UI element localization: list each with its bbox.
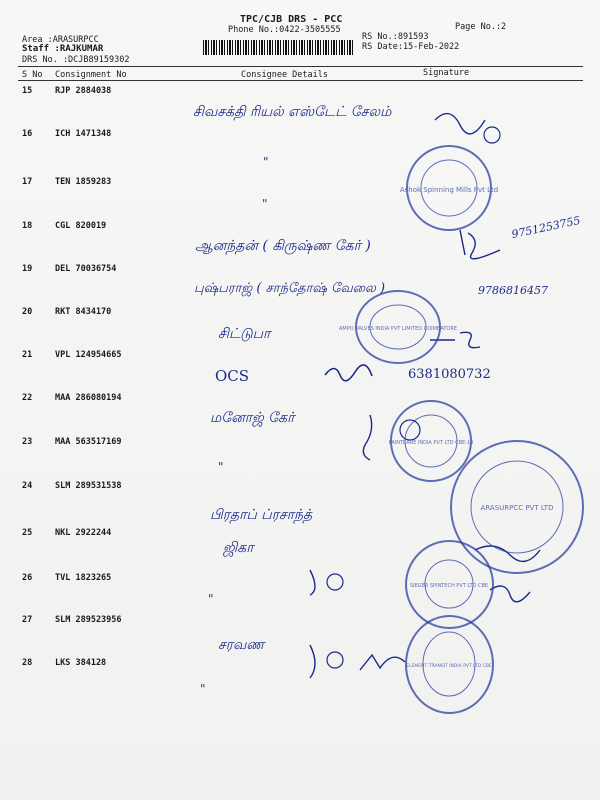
row-sno: 17 xyxy=(22,177,33,187)
row-consignment: RJP 2884038 xyxy=(55,86,112,96)
barcode xyxy=(203,40,355,55)
row-consignment: RKT 8434170 xyxy=(55,307,112,317)
handwritten-ocs: OCS xyxy=(215,367,250,385)
stamp-text: ARASURPCC PVT LTD xyxy=(480,504,554,512)
handwritten-consignee: புஷ்பராஜ் ( சாந்தோஷ் வேலை ) xyxy=(194,281,386,296)
signature-scribble xyxy=(300,640,420,685)
row-sno: 22 xyxy=(22,393,33,403)
row-consignment: SLM 289523956 xyxy=(55,615,122,625)
row-sno: 16 xyxy=(22,129,33,139)
header-rule-bottom xyxy=(18,80,583,81)
row-sno: 26 xyxy=(22,573,33,583)
staff-label: Staff :RAJKUMAR xyxy=(22,44,104,54)
signature-scribble xyxy=(430,100,510,150)
row-consignment: TVL 1823265 xyxy=(55,573,112,583)
area-label: Area :ARASURPCC xyxy=(22,35,99,45)
handwritten-phone: 9786816457 xyxy=(478,284,548,297)
handwritten-consignee: சிட்டுபா xyxy=(218,326,271,342)
row-consignment: SLM 289531538 xyxy=(55,481,122,491)
ditto-mark: " xyxy=(208,592,214,606)
stamp-text: PAINTCARE INDIA PVT LTD CBE-19 xyxy=(388,440,474,446)
row-sno: 21 xyxy=(22,350,33,360)
row-sno: 18 xyxy=(22,221,33,231)
row-consignment: TEN 1859283 xyxy=(55,177,112,187)
handwritten-consignee: மனோஜ் கேர் xyxy=(210,410,295,426)
handwritten-phone: 9751253755 xyxy=(510,213,582,242)
row-sno: 25 xyxy=(22,528,33,538)
column-signature: Signature xyxy=(423,68,470,78)
rs-number: RS No.:891593 xyxy=(362,32,429,42)
page-number: Page No.:2 xyxy=(455,22,507,32)
row-consignment: MAA 286080194 xyxy=(55,393,122,403)
rs-date: RS Date:15-Feb-2022 xyxy=(362,42,460,52)
row-consignment: CGL 820019 xyxy=(55,221,107,231)
row-consignment: MAA 563517169 xyxy=(55,437,122,447)
row-consignment: ICH 1471348 xyxy=(55,129,112,139)
stamp-text: Ashok Spinning Mills Pvt Ltd xyxy=(399,186,499,194)
row-consignment: VPL 124954665 xyxy=(55,350,122,360)
row-sno: 19 xyxy=(22,264,33,274)
handwritten-consignee: சிவசக்தி ரியல் எஸ்டேட் சேலம் xyxy=(193,104,392,120)
column-sno: S No xyxy=(22,70,43,80)
row-sno: 20 xyxy=(22,307,33,317)
ditto-mark: " xyxy=(263,155,269,169)
signature-scribble xyxy=(410,225,520,265)
row-sno: 28 xyxy=(22,658,33,668)
column-consignment: Consignment No xyxy=(55,70,127,80)
handwritten-consignee: ஆனந்தன் ( கிருஷ்ண கேர் ) xyxy=(195,238,371,254)
row-consignment: NKL 2922244 xyxy=(55,528,112,538)
header-rule-top xyxy=(18,66,583,67)
row-sno: 24 xyxy=(22,481,33,491)
stamp-text: AMPO VALVES INDIA PVT LIMITED COIMBATORE xyxy=(338,326,458,332)
handwritten-consignee: சரவண xyxy=(218,637,265,653)
handwritten-consignee: ஜிகா xyxy=(223,540,254,556)
company-stamp xyxy=(399,145,499,231)
company-stamp xyxy=(405,615,494,714)
stamp-text: SIEGER SPINTECH PVT LTD CBE xyxy=(409,583,489,589)
row-sno: 23 xyxy=(22,437,33,447)
row-consignment: DEL 70036754 xyxy=(55,264,117,274)
company-stamp xyxy=(338,290,458,364)
drs-number: DRS No. :DCJB89159302 xyxy=(22,55,130,65)
signature-scribble xyxy=(320,360,380,385)
ditto-mark: " xyxy=(262,197,268,211)
ditto-mark: " xyxy=(218,460,224,474)
column-consignee: Consignee Details xyxy=(241,70,328,80)
row-consignment: LKS 384128 xyxy=(55,658,107,668)
row-sno: 27 xyxy=(22,615,33,625)
phone-number: Phone No.:0422-3505555 xyxy=(228,25,341,35)
handwritten-consignee: பிரதாப் ப்ரசாந்த் xyxy=(210,507,313,523)
handwritten-phone: 6381080732 xyxy=(408,367,491,382)
ditto-mark: " xyxy=(200,682,206,696)
row-sno: 15 xyxy=(22,86,33,96)
signature-scribble xyxy=(300,560,360,600)
sheet-title: TPC/CJB DRS - PCC xyxy=(240,14,343,25)
stamp-text: ELEMENT TRANSIT INDIA PVT LTD CBE xyxy=(406,664,492,669)
